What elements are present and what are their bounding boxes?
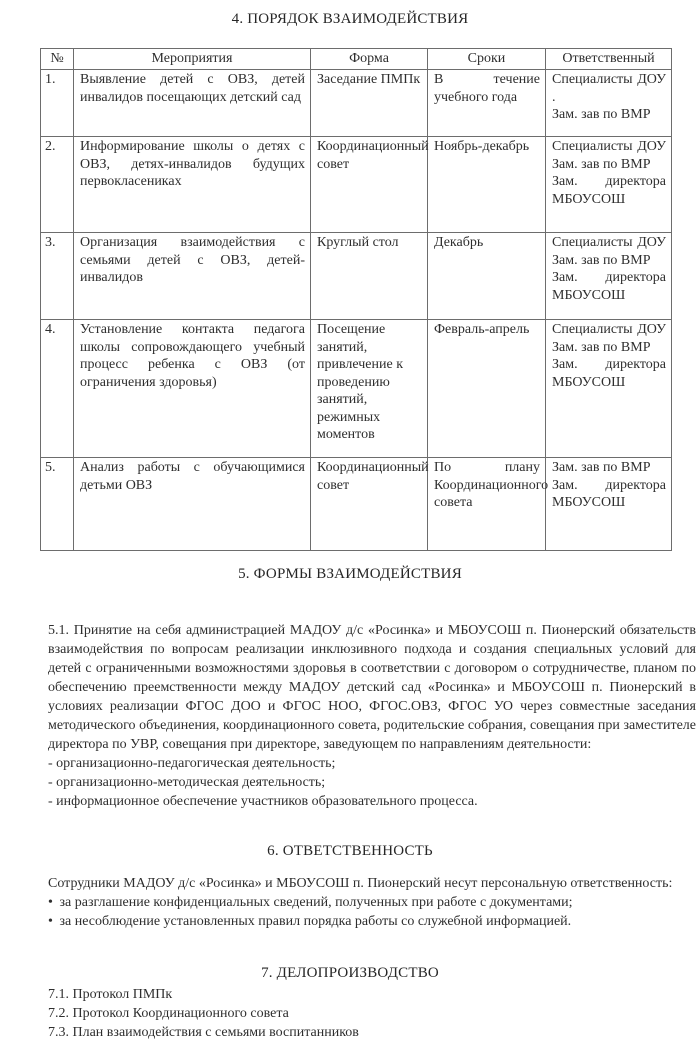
section5-paragraph: 5.1. Принятие на себя администрацией МАДОУ д/с «Росинка» и МБОУСОШ п. Пионерский обязательств взаимодействия по вопросам реализации инклюзивного подхода и создания специальных условий для детей с ограниченными возможностями здоровья в соответствии с договором о сотрудничестве, планом по обеспечению преемственности между МАДОУ детский сад «Росинка» и МБОУСОШ п. Пионерский в условиях реализации ФГОС ДОО и ФГОС НОО, ФГОС.ОВЗ, ФГОС УО через совместные заседания методического объединения, координационного совета, родительские собрания, совещания при заместителе директора по УВР, совещания при директоре, заведующем по направлениям деятельности: <box>48 623 696 752</box>
header-event: Мероприятия <box>74 49 311 70</box>
table-header-row <box>41 49 672 70</box>
row-form: Круглый стол <box>311 233 428 320</box>
row-form: Посещение занятий, привлечение к проведению занятий, режимных моментов <box>311 320 428 458</box>
header-responsible: Ответственный <box>546 49 672 70</box>
activity-item: - организационно-методическая деятельность; <box>48 775 326 790</box>
section7-title: 7. ДЕЛОПРОИЗВОДСТВО <box>261 965 439 981</box>
responsibility-item <box>48 893 696 912</box>
row-num: 5. <box>41 458 74 551</box>
header-term: Сроки <box>428 49 546 70</box>
row-event: Организация взаимодействия с семьями детей с ОВЗ, детей-инвалидов <box>74 233 311 320</box>
responsible-line: Зам. зав по ВМР <box>552 107 651 122</box>
row-responsible <box>546 233 672 320</box>
row-num: 2. <box>41 137 74 233</box>
bullet-icon: • <box>48 914 53 929</box>
row-term: По плану Координационного совета <box>428 458 546 551</box>
row-term: В течение учебного года <box>428 70 546 137</box>
table-row <box>41 458 672 551</box>
section6-title: 6. ОТВЕТСТВЕННОСТЬ <box>267 843 433 859</box>
row-form: Заседание ПМПк <box>311 70 428 137</box>
row-event: Информирование школы о детях с ОВЗ, детях-инвалидов будущих первокласениках <box>74 137 311 233</box>
row-responsible <box>546 458 672 551</box>
section5-title: 5. ФОРМЫ ВЗАИМОДЕЙСТВИЯ <box>238 566 462 582</box>
row-num: 3. <box>41 233 74 320</box>
row-responsible <box>546 320 672 458</box>
responsible-line: Зам. директора МБОУСОШ <box>552 477 666 510</box>
responsible-line: Зам. зав по ВМР <box>552 460 651 475</box>
responsible-line: Специалисты ДОУ . <box>552 72 666 105</box>
section4-title: 4. ПОРЯДОК ВЗАИМОДЕЙСТВИЯ <box>231 11 469 27</box>
row-event: Анализ работы с обучающимися детьми ОВЗ <box>74 458 311 551</box>
record-item: 7.3. План взаимодействия с семьями воспитанников <box>48 1025 359 1040</box>
row-responsible <box>546 70 672 137</box>
section7-body <box>48 985 696 1042</box>
section5-body <box>48 621 696 811</box>
row-term: Ноябрь-декабрь <box>428 137 546 233</box>
responsibility-text: за разглашение конфиденциальных сведений, полученных при работе с документами; <box>59 895 573 910</box>
row-event: Установление контакта педагога школы сопровождающего учебный процесс ребенка с ОВЗ (от ограничения здоровья) <box>74 320 311 458</box>
table-row <box>41 70 672 137</box>
row-form: Координационный совет <box>311 137 428 233</box>
row-num: 1. <box>41 70 74 137</box>
section6-intro: Сотрудники МАДОУ д/с «Росинка» и МБОУСОШ п. Пионерский несут персональную ответственность: <box>48 876 673 891</box>
row-responsible <box>546 137 672 233</box>
responsible-line: Специалисты ДОУ Зам. зав по ВМР <box>552 322 666 355</box>
row-num: 4. <box>41 320 74 458</box>
record-item: 7.2. Протокол Координационного совета <box>48 1006 289 1021</box>
table-row <box>41 320 672 458</box>
section6-body <box>48 874 696 931</box>
responsible-line: Зам. директора МБОУСОШ <box>552 357 666 390</box>
row-form: Координационный совет <box>311 458 428 551</box>
table-row <box>41 137 672 233</box>
responsibility-text: за несоблюдение установленных правил порядка работы со служебной информацией. <box>59 914 572 929</box>
table-row <box>41 233 672 320</box>
activity-item: - информационное обеспечение участников образовательного процесса. <box>48 794 478 809</box>
responsibility-item <box>48 912 696 931</box>
responsible-line: Специалисты ДОУ Зам. зав по ВМР <box>552 139 666 172</box>
row-term: Декабрь <box>428 233 546 320</box>
responsible-line: Зам. директора МБОУСОШ <box>552 174 666 207</box>
header-form: Форма <box>311 49 428 70</box>
row-term: Февраль-апрель <box>428 320 546 458</box>
activity-item: - организационно-педагогическая деятельность; <box>48 756 336 771</box>
interaction-plan-table <box>40 48 672 551</box>
header-num: № <box>41 49 74 70</box>
row-event: Выявление детей с ОВЗ, детей инвалидов посещающих детский сад <box>74 70 311 137</box>
responsible-line: Специалисты ДОУ Зам. зав по ВМР <box>552 235 666 268</box>
record-item: 7.1. Протокол ПМПк <box>48 987 173 1002</box>
responsible-line: Зам. директора МБОУСОШ <box>552 270 666 303</box>
bullet-icon: • <box>48 895 53 910</box>
